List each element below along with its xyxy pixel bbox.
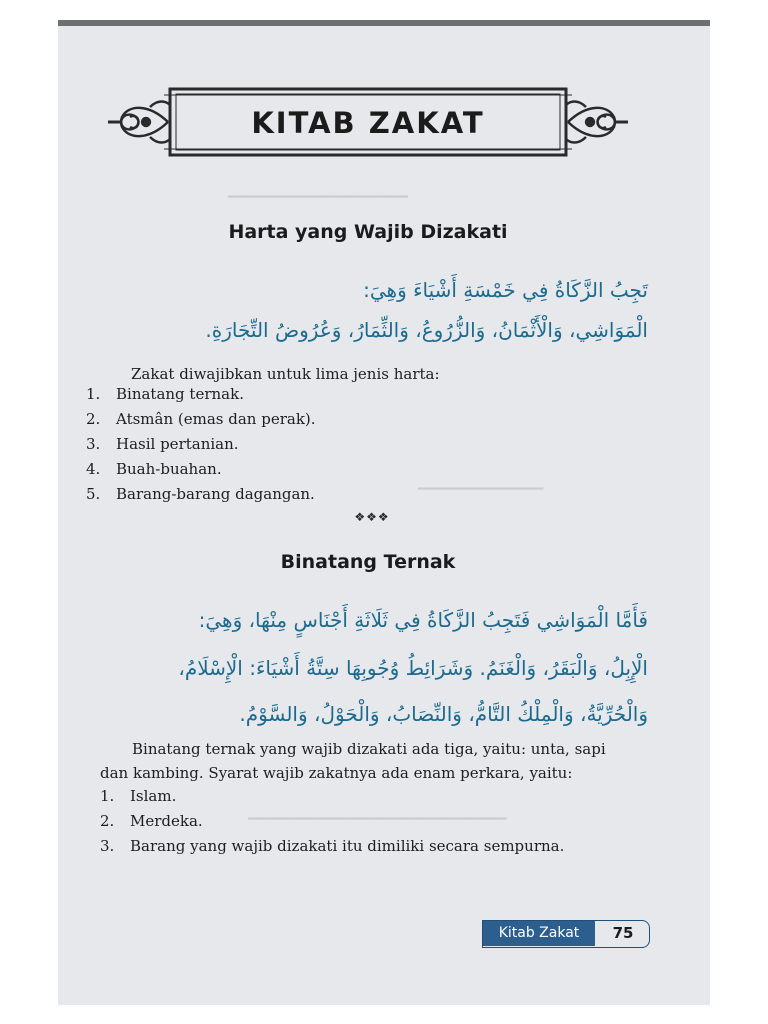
chapter-title: KITAB ZAKAT xyxy=(251,106,485,140)
running-footer-label: Kitab Zakat xyxy=(483,921,595,946)
arabic-text-line: تَجِبُ الزَّكَاةُ فِي خَمْسَةِ أَشْيَاءَ وَهِيَ: xyxy=(363,278,648,302)
list-item-number: 1. xyxy=(86,385,101,403)
section-separator: ❖❖❖ xyxy=(354,510,390,524)
list-item-number: 1. xyxy=(100,787,115,805)
list-item-text: Buah-buahan. xyxy=(116,460,222,478)
section-heading-binatang: Binatang Ternak xyxy=(280,551,456,573)
body-paragraph-line: dan kambing. Syarat wajib zakatnya ada enam perkara, yaitu: xyxy=(100,764,573,782)
list-item-number: 2. xyxy=(100,812,115,830)
bleed-through-shadow: ━━━━━━━━━━━━━━━━━━━━━━━ xyxy=(228,190,409,205)
arabic-text-line: الْإِبِلُ، وَالْبَقَرُ، وَالْغَنَمُ. وَشَرَائِطُ وُجُوبِهَا سِتَّةُ أَشْيَاءَ: الْإِسْلَامُ، xyxy=(178,656,648,680)
arabic-text-line: فَأَمَّا الْمَوَاشِي فَتَجِبُ الزَّكَاةُ فِي ثَلَاثَةِ أَجْنَاسٍ مِنْهَا، وَهِيَ: xyxy=(198,608,648,632)
book-page xyxy=(58,20,710,1005)
list-item-number: 3. xyxy=(86,435,101,453)
arabic-text-line: وَالْحُرِّيَّةُ، وَالْمِلْكُ التَّامُّ، وَالنِّصَابُ، وَالْحَوْلُ، وَالسَّوْمُ. xyxy=(239,702,648,726)
list-item-text: Islam. xyxy=(130,787,177,805)
list-item-text: Atsmân (emas dan perak). xyxy=(116,410,316,428)
page-footer xyxy=(482,920,650,948)
list-item-number: 3. xyxy=(100,837,115,855)
page-number: 75 xyxy=(612,924,634,942)
list-item-number: 5. xyxy=(86,485,101,503)
list-item-text: Merdeka. xyxy=(130,812,203,830)
list-item-text: Binatang ternak. xyxy=(116,385,244,403)
bleed-through-shadow: ━━━━━━━━━━━━━━━━━━━━━━━━━━━━━━━━━ xyxy=(248,812,507,827)
bleed-through-shadow: ━━━━━━━━━━━━━━━━ xyxy=(418,482,544,497)
list-item-text: Barang yang wajib dizakati itu dimiliki secara sempurna. xyxy=(130,837,565,855)
list-item-text: Hasil pertanian. xyxy=(116,435,239,453)
list-item-number: 2. xyxy=(86,410,101,428)
intro-paragraph: Zakat diwajibkan untuk lima jenis harta: xyxy=(131,365,440,383)
left-scroll-ornament xyxy=(108,102,170,143)
body-paragraph-line: Binatang ternak yang wajib dizakati ada tiga, yaitu: unta, sapi xyxy=(132,740,606,758)
arabic-text-line: الْمَوَاشِي، وَالْأَثْمَانُ، وَالزُّرُوعُ، وَالثِّمَارُ، وَعُرُوضُ التِّجَارَةِ. xyxy=(205,318,648,342)
section-heading-harta: Harta yang Wajib Dizakati xyxy=(228,221,508,243)
list-item-number: 4. xyxy=(86,460,101,478)
list-item-text: Barang-barang dagangan. xyxy=(116,485,315,503)
right-scroll-ornament xyxy=(566,102,628,143)
